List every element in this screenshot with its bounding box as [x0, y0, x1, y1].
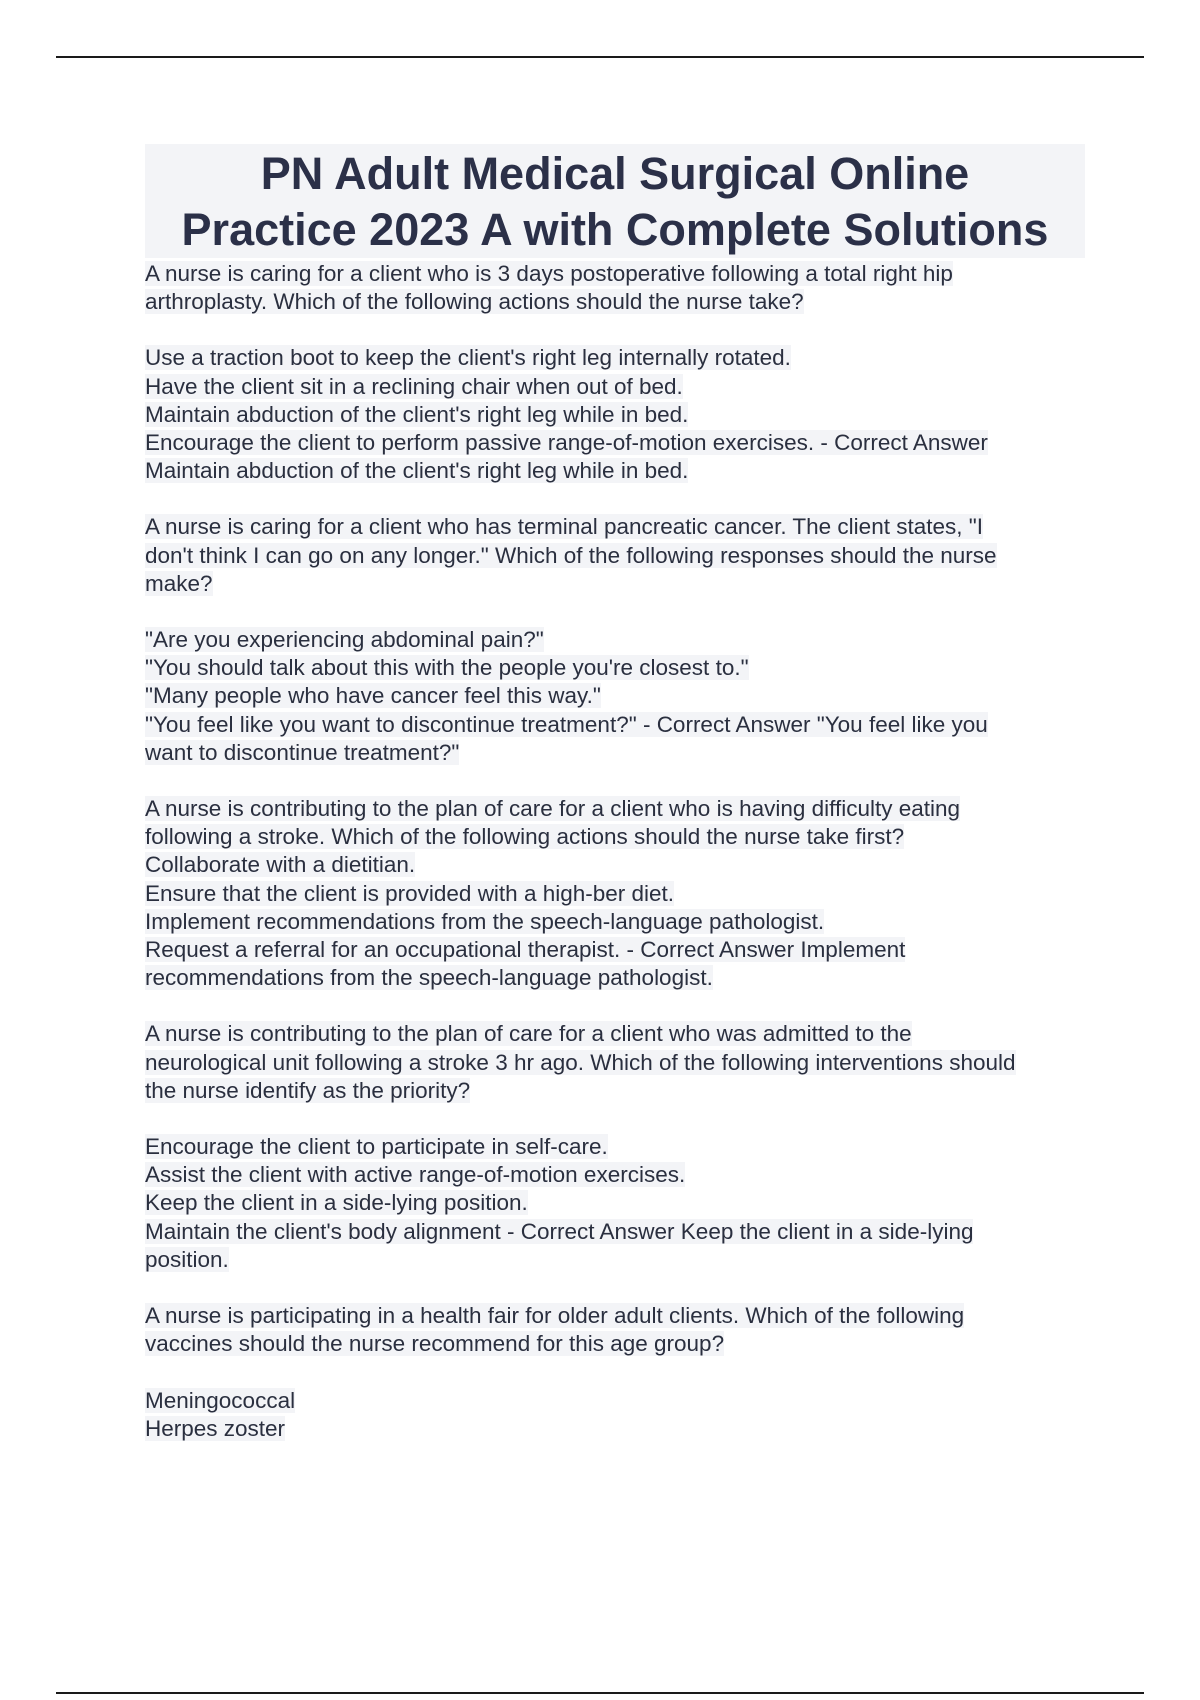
paragraph	[145, 260, 1085, 316]
text-line	[145, 1387, 1085, 1415]
text-line	[145, 711, 1085, 739]
document-body	[145, 144, 1085, 1471]
text-line	[145, 739, 1085, 767]
text-line-content: vaccines should the nurse recommend for this age group?	[145, 1331, 725, 1357]
title-line-1: PN Adult Medical Surgical Online	[260, 148, 970, 199]
text-line-content: Encourage the client to perform passive range-of-motion exercises. - Correct Answer	[145, 430, 988, 456]
text-line	[145, 1020, 1085, 1048]
text-line	[145, 1246, 1085, 1274]
text-line-content: "You feel like you want to discontinue treatment?" - Correct Answer "You feel like you	[145, 711, 988, 737]
text-line	[145, 457, 1085, 485]
text-line-content: A nurse is caring for a client who has terminal pancreatic cancer. The client states, "I	[145, 514, 983, 540]
text-line	[145, 1049, 1085, 1077]
text-line-content: recommendations from the speech-language pathologist.	[145, 965, 713, 991]
text-line	[145, 344, 1085, 372]
text-line	[145, 260, 1085, 288]
text-line	[145, 1077, 1085, 1105]
text-line-content: "You should talk about this with the people you're closest to."	[145, 655, 749, 681]
text-line-content: Keep the client in a side-lying position.	[145, 1190, 528, 1216]
text-line-content: following a stroke. Which of the following actions should the nurse take first?	[145, 824, 905, 850]
text-line-content: Herpes zoster	[145, 1415, 286, 1441]
paragraph	[145, 344, 1085, 485]
text-line-content: neurological unit following a stroke 3 hr ago. Which of the following interventions should	[145, 1049, 1016, 1075]
top-rule	[56, 56, 1144, 58]
text-line	[145, 1189, 1085, 1217]
text-line-content: A nurse is contributing to the plan of care for a client who is having difficulty eating	[145, 796, 961, 822]
paragraph	[145, 795, 1085, 992]
text-line	[145, 288, 1085, 316]
question-list	[145, 260, 1085, 1443]
text-line-content: Encourage the client to participate in self-care.	[145, 1134, 608, 1160]
text-line-content: make?	[145, 570, 213, 596]
title-line-2: Practice 2023 A with Complete Solutions	[181, 204, 1049, 255]
text-line-content: want to discontinue treatment?"	[145, 739, 460, 765]
paragraph	[145, 513, 1085, 598]
text-line-content: the nurse identify as the priority?	[145, 1077, 471, 1103]
text-line	[145, 1302, 1085, 1330]
text-line-content: Collaborate with a dietitian.	[145, 852, 416, 878]
paragraph	[145, 1387, 1085, 1443]
text-line	[145, 1415, 1085, 1443]
text-line-content: Maintain abduction of the client's right leg while in bed.	[145, 401, 689, 427]
paragraph	[145, 1133, 1085, 1274]
text-line-content: Use a traction boot to keep the client's right leg internally rotated.	[145, 345, 791, 371]
text-line	[145, 1218, 1085, 1246]
paragraph	[145, 1302, 1085, 1358]
document-title	[145, 144, 1085, 258]
text-line	[145, 513, 1085, 541]
text-line	[145, 823, 1085, 851]
text-line	[145, 1133, 1085, 1161]
text-line-content: Ensure that the client is provided with a high-ber diet.	[145, 880, 675, 906]
text-line-content: don't think I can go on any longer." Which of the following responses should the nurse	[145, 542, 997, 568]
text-line	[145, 908, 1085, 936]
text-line-content: Implement recommendations from the speech-language pathologist.	[145, 908, 825, 934]
text-line	[145, 654, 1085, 682]
text-line-content: "Many people who have cancer feel this way."	[145, 683, 601, 709]
text-line	[145, 429, 1085, 457]
text-line	[145, 880, 1085, 908]
text-line	[145, 626, 1085, 654]
paragraph	[145, 1020, 1085, 1105]
text-line	[145, 964, 1085, 992]
text-line-content: Request a referral for an occupational therapist. - Correct Answer Implement	[145, 937, 906, 963]
text-line	[145, 795, 1085, 823]
text-line-content: A nurse is caring for a client who is 3 days postoperative following a total right hip	[145, 261, 953, 286]
paragraph	[145, 626, 1085, 767]
text-line	[145, 1330, 1085, 1358]
text-line-content: Assist the client with active range-of-motion exercises.	[145, 1162, 686, 1188]
text-line-content: A nurse is contributing to the plan of care for a client who was admitted to the	[145, 1021, 912, 1047]
text-line-content: "Are you experiencing abdominal pain?"	[145, 627, 544, 653]
text-line	[145, 682, 1085, 710]
text-line	[145, 851, 1085, 879]
text-line-content: Maintain the client's body alignment - Correct Answer Keep the client in a side-lying	[145, 1218, 974, 1244]
text-line	[145, 1161, 1085, 1189]
text-line	[145, 542, 1085, 570]
text-line	[145, 373, 1085, 401]
text-line	[145, 570, 1085, 598]
text-line-content: arthroplasty. Which of the following actions should the nurse take?	[145, 289, 804, 315]
text-line	[145, 936, 1085, 964]
text-line-content: position.	[145, 1246, 229, 1272]
text-line-content: A nurse is participating in a health fair for older adult clients. Which of the following	[145, 1303, 965, 1329]
text-line-content: Meningococcal	[145, 1387, 296, 1413]
text-line	[145, 401, 1085, 429]
text-line-content: Maintain abduction of the client's right leg while in bed.	[145, 458, 689, 484]
text-line-content: Have the client sit in a reclining chair when out of bed.	[145, 373, 683, 399]
bottom-rule	[56, 1692, 1144, 1694]
